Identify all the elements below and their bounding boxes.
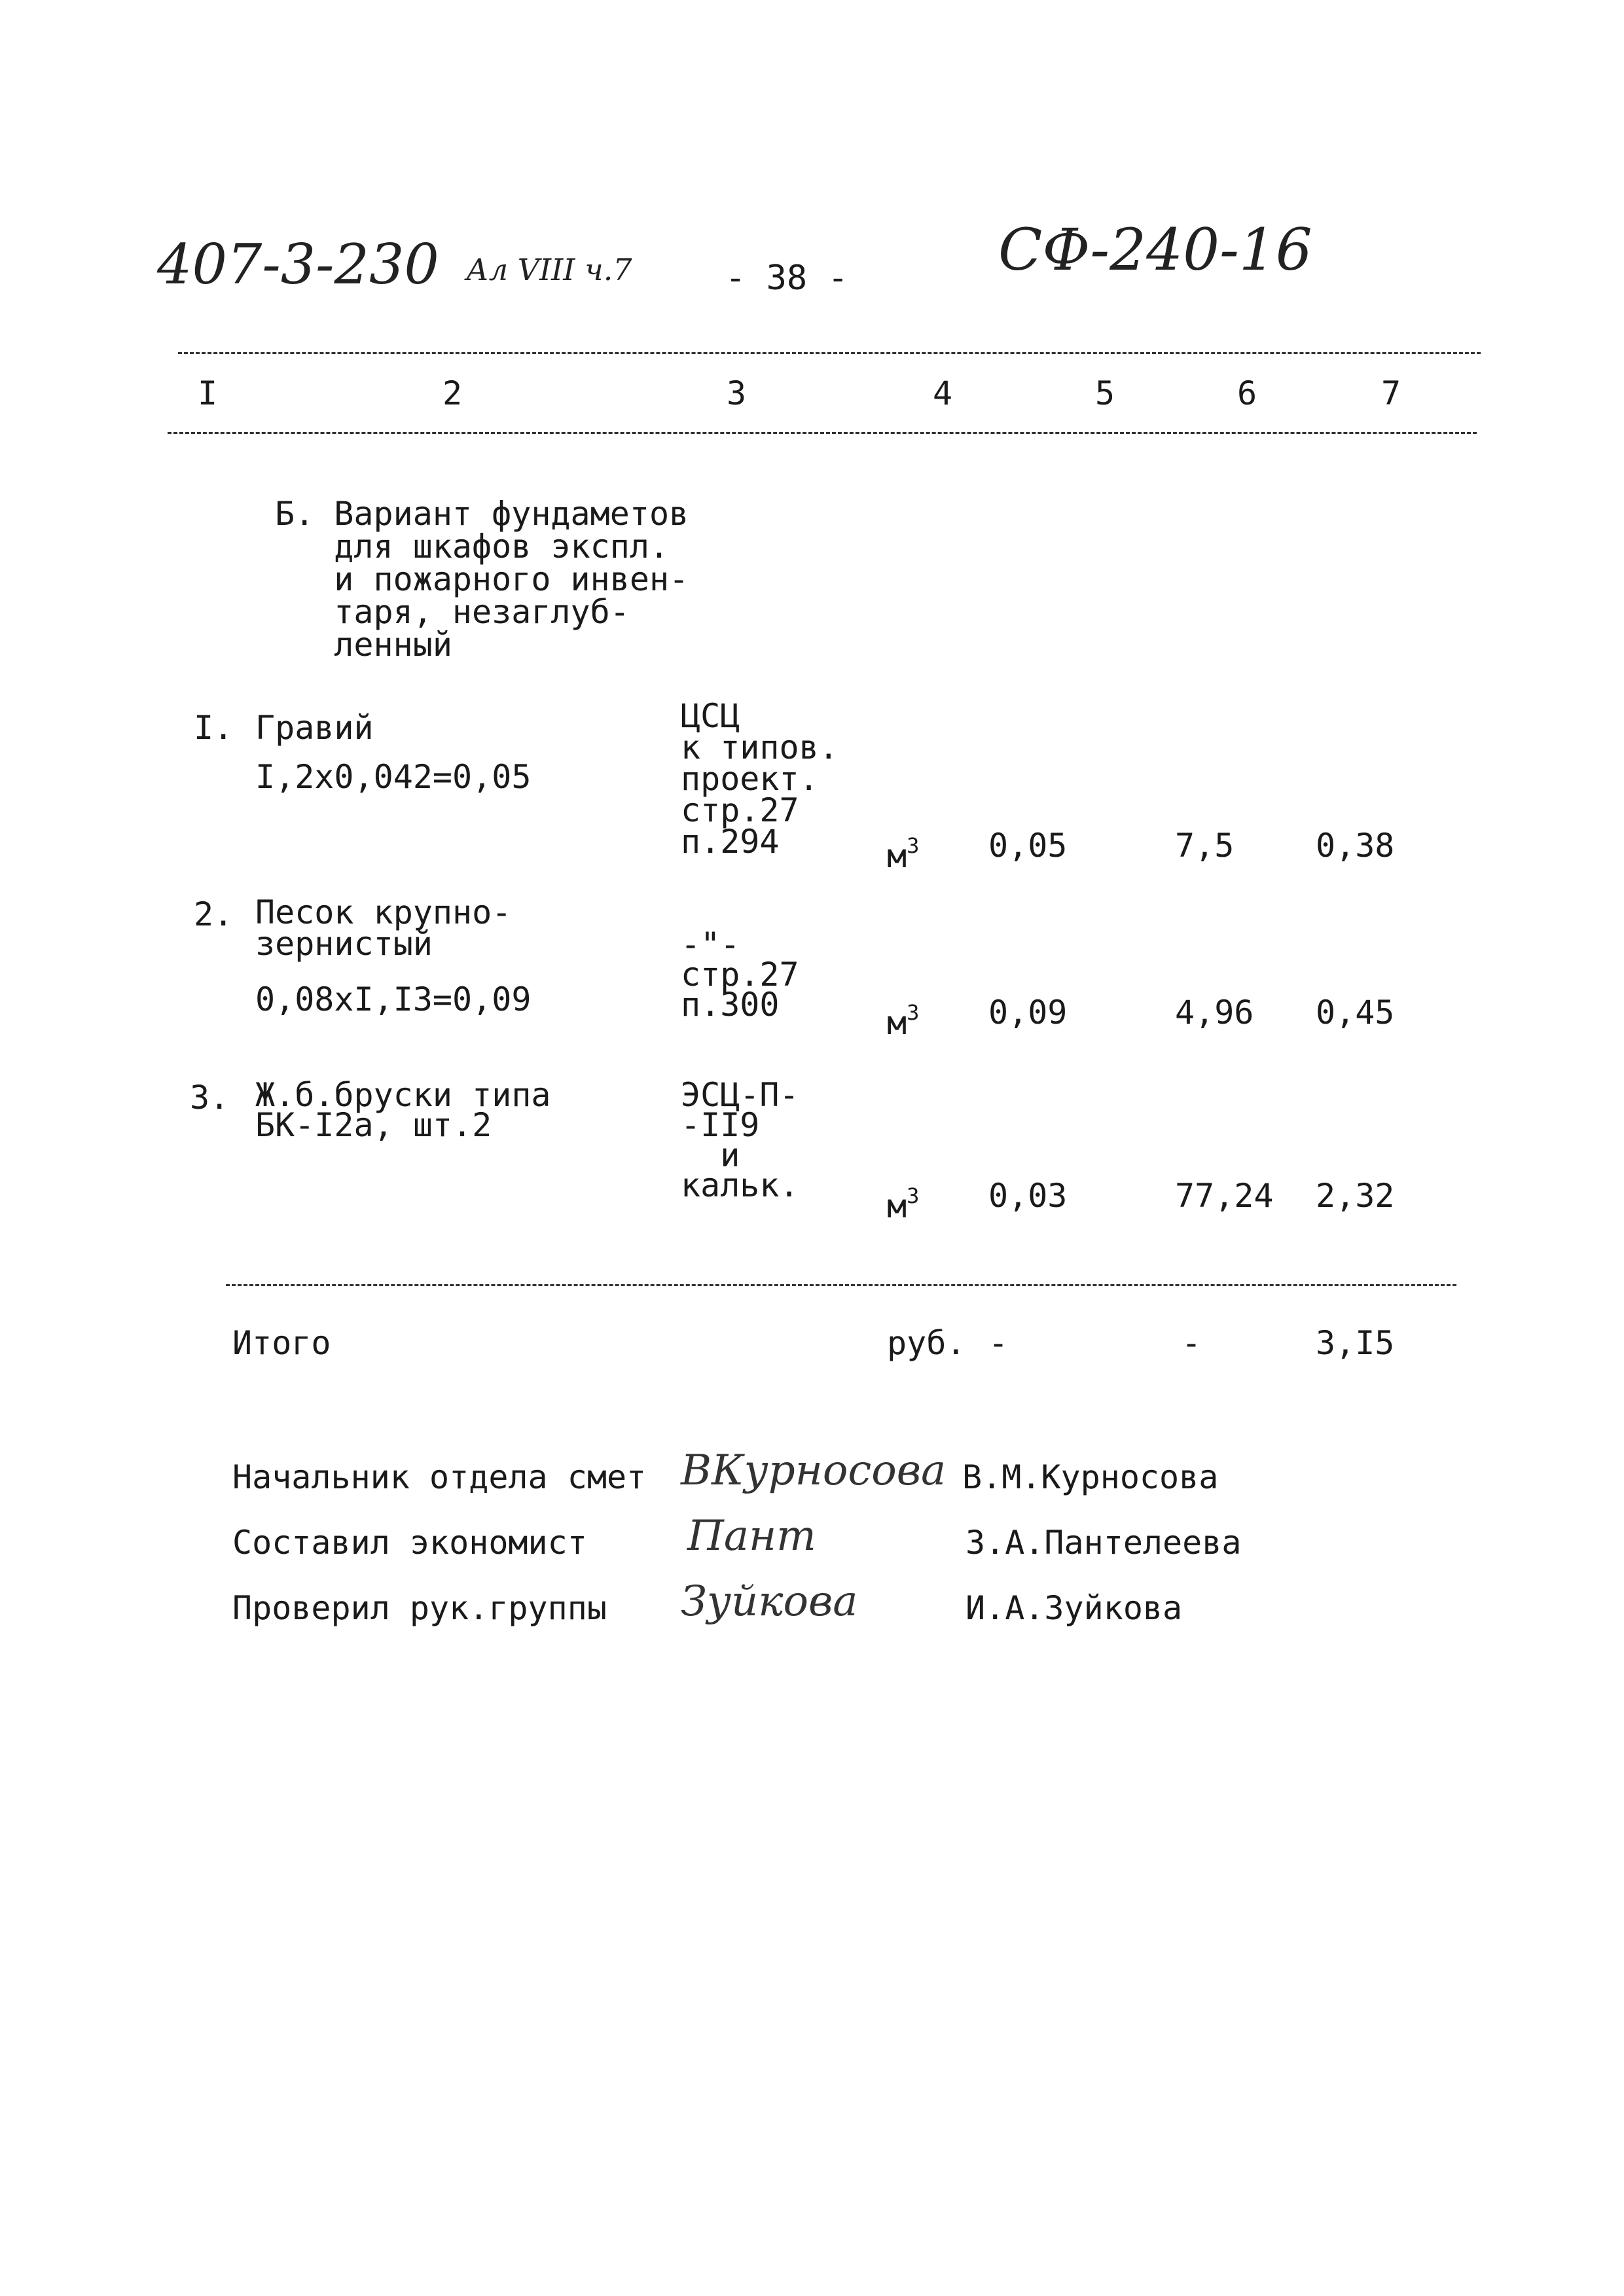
column-header-4: 4 bbox=[933, 374, 953, 412]
document-code: 407-3-230 bbox=[157, 232, 439, 296]
row-number: I. bbox=[194, 709, 234, 747]
unit: $м^3$ bbox=[887, 833, 920, 875]
unit-price: 77,24 bbox=[1175, 1177, 1274, 1215]
row-total: 0,38 bbox=[1316, 827, 1395, 865]
unit-price: 7,5 bbox=[1175, 827, 1235, 865]
signature-name: В.М.Курносова bbox=[962, 1458, 1219, 1496]
unit: $м^3$ bbox=[887, 1183, 920, 1225]
quantity: 0,09 bbox=[988, 994, 1068, 1031]
item-name: Песок крупно- зернистый bbox=[255, 893, 512, 963]
handwritten-signature: ВКурносова bbox=[681, 1446, 947, 1495]
quantity: 0,03 bbox=[988, 1177, 1068, 1215]
summary-rule bbox=[226, 1284, 1456, 1286]
row-number: 2. bbox=[194, 895, 234, 933]
sheet-code: СФ-240-16 bbox=[998, 216, 1312, 283]
header-bottom-rule bbox=[168, 432, 1477, 434]
column-header-3: 3 bbox=[727, 374, 747, 412]
row-total: 0,45 bbox=[1316, 994, 1395, 1031]
row-total: 2,32 bbox=[1316, 1177, 1395, 1215]
signature-role: Составил экономист bbox=[232, 1524, 587, 1562]
signature-name: З.А.Пантелеева bbox=[965, 1524, 1242, 1562]
signature-name: И.А.Зуйкова bbox=[965, 1589, 1183, 1627]
section-title: Б. Вариант фундаметов для шкафов экспл. и пожарного инвен- таря, незаглуб- ленный bbox=[275, 495, 689, 664]
price-source: -"- стр.27 п.300 bbox=[681, 925, 799, 1024]
column-header-2: 2 bbox=[442, 374, 463, 412]
column-header-5: 5 bbox=[1095, 374, 1115, 412]
summary-total: 3,I5 bbox=[1316, 1324, 1395, 1362]
item-calculation: I,2x0,042=0,05 bbox=[255, 758, 532, 796]
signature-role: Проверил рук.группы bbox=[232, 1589, 607, 1627]
handwritten-signature: Пант bbox=[687, 1512, 816, 1560]
unit: $м^3$ bbox=[887, 1000, 920, 1042]
item-calculation: 0,08xI,I3=0,09 bbox=[255, 980, 532, 1018]
page-number: - 38 - bbox=[725, 259, 848, 298]
album-reference: Ал VIII ч.7 bbox=[466, 252, 632, 287]
item-name: Ж.б.бруски типа БК-I2а, шт.2 bbox=[255, 1076, 551, 1144]
summary-label: Итого bbox=[232, 1324, 331, 1362]
header-top-rule bbox=[178, 352, 1481, 354]
quantity: 0,05 bbox=[988, 827, 1068, 865]
price-source: ЦСЦ к типов. проект. стр.27 п.294 bbox=[681, 697, 839, 861]
price-source: ЭСЦ-П- -II9 и кальк. bbox=[681, 1076, 799, 1204]
column-header-1: I bbox=[198, 374, 218, 412]
item-name: Гравий bbox=[255, 709, 374, 747]
signature-role: Начальник отдела смет bbox=[232, 1458, 647, 1496]
column-header-6: 6 bbox=[1237, 374, 1257, 412]
column-header-7: 7 bbox=[1381, 374, 1401, 412]
unit-price: 4,96 bbox=[1175, 994, 1254, 1031]
summary-unit: руб. bbox=[887, 1324, 966, 1362]
summary-quantity: - bbox=[988, 1324, 1009, 1362]
row-number: 3. bbox=[190, 1079, 230, 1117]
summary-price: - bbox=[1182, 1324, 1202, 1362]
handwritten-signature: Зуйкова bbox=[681, 1577, 858, 1626]
